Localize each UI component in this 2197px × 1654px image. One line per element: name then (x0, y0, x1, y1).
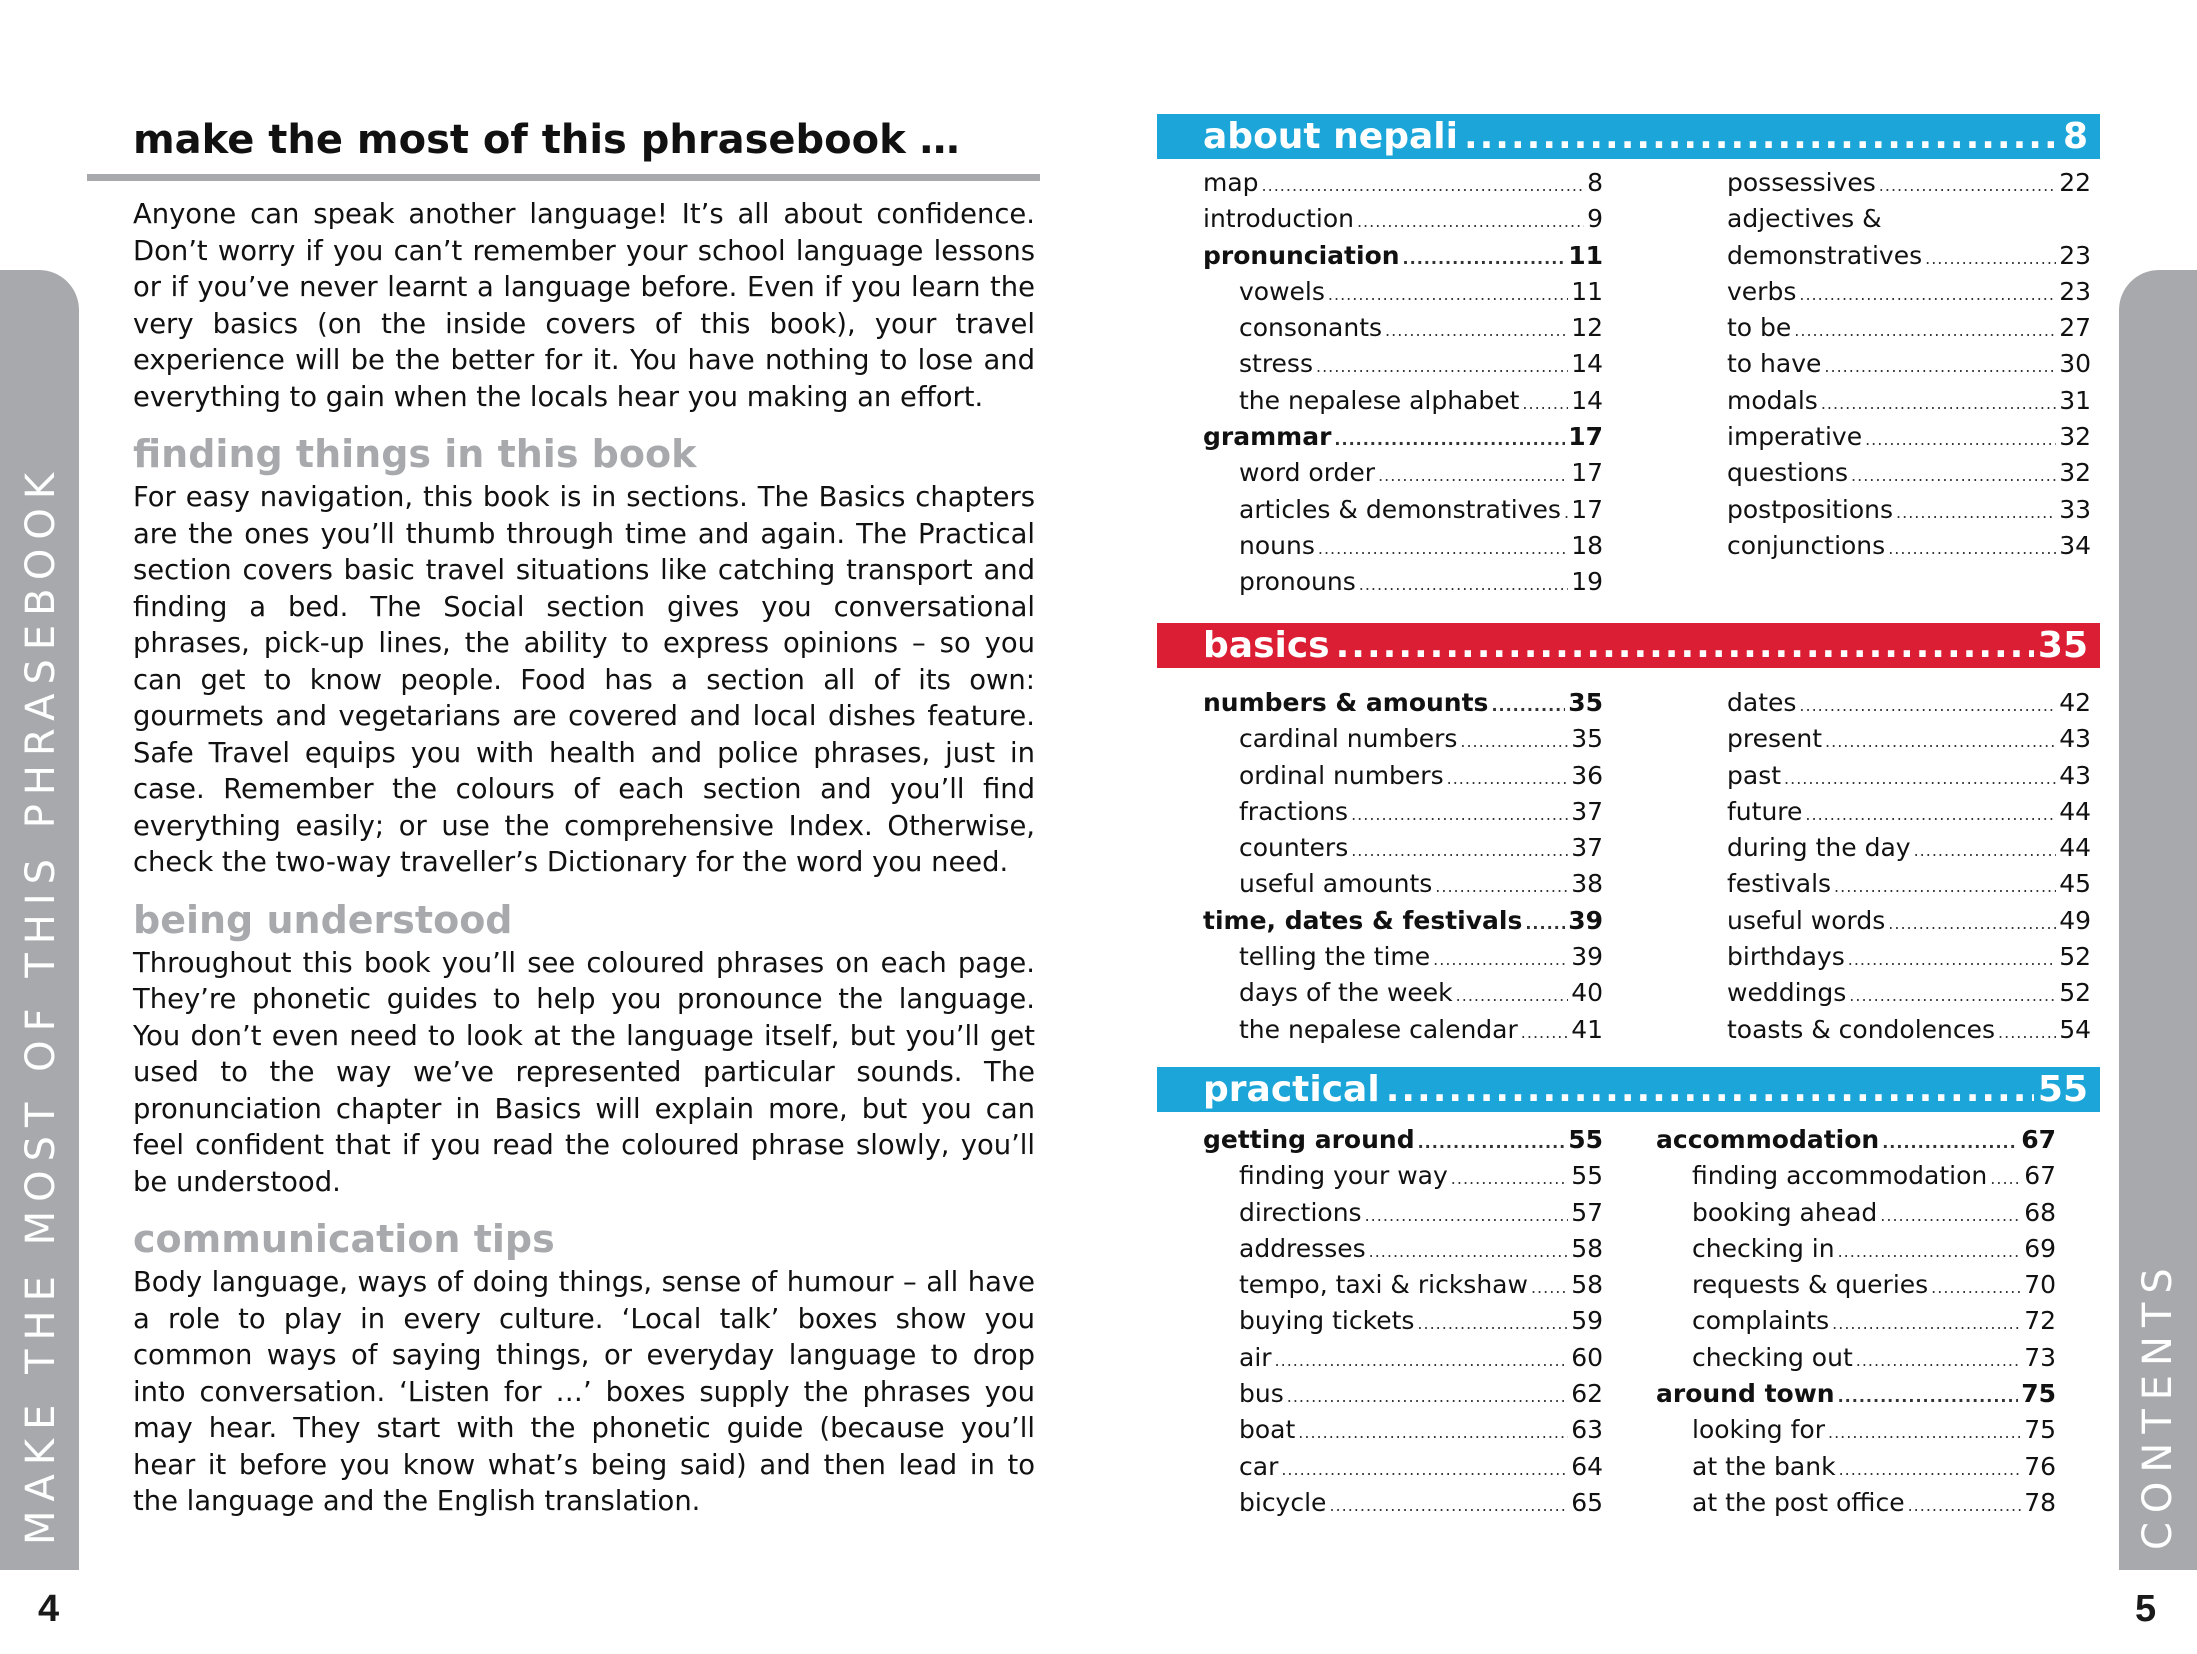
toc-entry[interactable] (1691, 531, 2091, 567)
toc-entry-label: to have (1727, 349, 1822, 379)
toc-entry-page: 36 (1571, 760, 1603, 790)
page-title: make the most of this phrasebook … (133, 117, 960, 163)
section-paragraph: Throughout this book you’ll see coloured phrases on each page. They’re phonetic guides to help you pronounce the language. You don’t even need to look at the language itself, but you’ll get used to the way we’ve represented particular sounds. The pronunciation chapter in Basics will explain more, but you can feel confident that if you read the coloured phrase slowly, you’ll be understood. (133, 947, 1035, 1198)
left-page-number: 4 (38, 1588, 60, 1630)
left-page (87, 112, 1040, 1521)
right-side-tab-label: CONTENTS (2135, 1259, 2181, 1550)
toc-entry-page: 45 (2059, 869, 2091, 899)
toc-dot-leader (1799, 285, 2056, 304)
toc-dot-leader (1821, 394, 2056, 413)
toc-entry-page: 44 (2059, 796, 2091, 826)
toc-entry-label: nouns (1239, 530, 1315, 560)
toc-entry-page: 33 (2059, 494, 2091, 524)
toc-dot-leader (1359, 575, 1568, 594)
toc-entry-label: finding accommodation (1692, 1161, 1988, 1191)
toc-entry-label: consonants (1239, 313, 1383, 343)
band-leader (1386, 1069, 2034, 1110)
toc-entry-page: 31 (2059, 385, 2091, 415)
toc-entry-label: word order (1239, 458, 1376, 488)
toc-entry[interactable] (1691, 204, 2091, 240)
toc-entry[interactable] (1691, 761, 2091, 797)
toc-dot-leader (1531, 1278, 1568, 1297)
toc-entry-page: 32 (2059, 458, 2091, 488)
toc-entry-page: 78 (2024, 1487, 2056, 1517)
toc-entry-page: 22 (2059, 168, 2091, 197)
toc-entry[interactable] (1691, 277, 2091, 313)
toc-entry[interactable] (1203, 531, 1603, 567)
toc-entry-label: time, dates & festivals (1203, 905, 1523, 935)
toc-dot-leader (1525, 914, 1565, 933)
toc-entry-page: 14 (1571, 349, 1603, 379)
toc-entry[interactable] (1656, 1125, 2056, 1161)
toc-entry[interactable] (1691, 1015, 2091, 1051)
toc-entry[interactable] (1203, 724, 1603, 760)
toc-entry-page: 75 (2021, 1379, 2056, 1409)
toc-entry-page: 55 (1568, 1125, 1603, 1154)
toc-dot-leader (1834, 877, 2056, 896)
toc-entry-label: birthdays (1727, 942, 1845, 972)
toc-entry[interactable] (1691, 942, 2091, 978)
toc-entry[interactable] (1691, 906, 2091, 942)
toc-dot-leader (1417, 1314, 1568, 1333)
toc-dot-leader (1316, 357, 1568, 376)
toc-dot-leader (1357, 212, 1584, 231)
toc-entry-label: telling the time (1239, 942, 1431, 972)
toc-entry-page: 44 (2059, 833, 2091, 863)
toc-entry[interactable] (1656, 1488, 2056, 1524)
toc-entry-label: directions (1239, 1197, 1362, 1227)
section-communication-tips (87, 1213, 1040, 1521)
toc-dot-leader (1839, 1460, 2022, 1479)
toc-dot-leader (1882, 1133, 2018, 1152)
toc-dot-leader (1460, 732, 1568, 751)
toc-dot-leader (1848, 950, 2056, 969)
toc-dot-leader (1825, 732, 2056, 751)
toc-entry-page: 17 (1571, 458, 1603, 488)
toc-entry-label: present (1727, 724, 1823, 754)
toc-entry[interactable] (1656, 1198, 2056, 1234)
toc-entry[interactable] (1203, 1198, 1603, 1234)
toc-entry-page: 39 (1568, 905, 1603, 935)
toc-entry[interactable] (1203, 241, 1603, 277)
toc-entry-label: past (1727, 760, 1782, 790)
toc-entry[interactable] (1691, 495, 2091, 531)
toc-dot-leader (1824, 357, 2056, 376)
toc-about-right (1691, 168, 2091, 567)
toc-dot-leader (1914, 841, 2057, 860)
toc-entry[interactable] (1691, 168, 2091, 204)
toc-dot-leader (1838, 1242, 2022, 1261)
toc-entry[interactable] (1656, 1306, 2056, 1342)
band-about-nepali[interactable] (1157, 114, 2100, 159)
toc-entry-label: useful words (1727, 905, 1886, 935)
toc-entry[interactable] (1656, 1415, 2056, 1451)
band-title: practical (1203, 1069, 1380, 1110)
toc-dot-leader (1799, 696, 2056, 715)
toc-entry[interactable] (1656, 1343, 2056, 1379)
toc-entry-label: verbs (1727, 276, 1797, 306)
toc-dot-leader (1435, 877, 1568, 896)
toc-entry[interactable] (1203, 422, 1603, 458)
toc-entry-label: demonstratives (1727, 240, 1923, 270)
toc-entry-page: 67 (2024, 1161, 2056, 1191)
toc-entry-page: 49 (2059, 905, 2091, 935)
toc-entry[interactable] (1691, 313, 2091, 349)
toc-dot-leader (1998, 1023, 2056, 1042)
toc-entry-page: 14 (1571, 385, 1603, 415)
toc-entry-page: 8 (1587, 168, 1603, 197)
toc-entry-label: buying tickets (1239, 1306, 1415, 1336)
toc-entry-label: bicycle (1239, 1487, 1327, 1517)
toc-entry[interactable] (1203, 1270, 1603, 1306)
intro-paragraph: Anyone can speak another language! It’s all about confidence. Don’t worry if you can’t remember your school language lessons or if you’ve never learnt a language before. Even if you learn the very basics (on the inside covers of this book), your travel experience will be the better for it. You have nothing to lose and everything to gain when the locals hear you making an effort. (133, 199, 1035, 413)
toc-basics-right (1691, 688, 2091, 1051)
toc-entry[interactable] (1656, 1452, 2056, 1488)
toc-entry[interactable] (1203, 204, 1603, 240)
toc-entry-label: at the bank (1692, 1451, 1836, 1481)
toc-dot-leader (1838, 1387, 2019, 1406)
toc-entry-page: 11 (1568, 240, 1603, 270)
toc-dot-leader (1828, 1423, 2021, 1442)
toc-dot-leader (1849, 986, 2056, 1005)
toc-entry[interactable] (1691, 241, 2091, 277)
toc-dot-leader (1298, 1423, 1568, 1442)
toc-entry-label: vowels (1239, 276, 1325, 306)
toc-entry-label: stress (1239, 349, 1313, 379)
toc-entry[interactable] (1203, 978, 1603, 1014)
toc-entry[interactable] (1656, 1379, 2056, 1415)
toc-dot-leader (1403, 249, 1566, 268)
toc-entry-page: 18 (1571, 530, 1603, 560)
toc-entry-page: 70 (2024, 1270, 2056, 1300)
toc-entry-label: dates (1727, 688, 1797, 717)
toc-entry[interactable] (1203, 495, 1603, 531)
toc-entry-label: future (1727, 796, 1803, 826)
toc-entry-page: 19 (1571, 567, 1603, 597)
toc-entry-page: 54 (2059, 1014, 2091, 1044)
toc-dot-leader (1287, 1387, 1568, 1406)
toc-entry-label: at the post office (1692, 1487, 1905, 1517)
toc-entry-label: the nepalese alphabet (1239, 385, 1520, 415)
toc-entry-page: 35 (1571, 724, 1603, 754)
toc-entry-label: possessives (1727, 168, 1876, 197)
toc-entry-page: 76 (2024, 1451, 2056, 1481)
toc-entry[interactable] (1691, 797, 2091, 833)
toc-dot-leader (1879, 176, 2056, 195)
toc-entry-page: 64 (1571, 1451, 1603, 1481)
band-practical[interactable] (1157, 1067, 2100, 1112)
toc-entry-label: introduction (1203, 204, 1354, 234)
toc-entry-label: addresses (1239, 1233, 1366, 1263)
toc-dot-leader (1865, 430, 2056, 449)
toc-dot-leader (1491, 696, 1565, 715)
toc-entry-page: 65 (1571, 1487, 1603, 1517)
toc-entry[interactable] (1203, 168, 1603, 204)
toc-dot-leader (1351, 841, 1568, 860)
toc-practical-left (1203, 1125, 1603, 1524)
toc-entry[interactable] (1203, 869, 1603, 905)
band-leader (1464, 116, 2059, 157)
toc-dot-leader (1329, 1496, 1568, 1515)
section-finding-things (87, 428, 1040, 882)
section-heading: finding things in this book (133, 432, 697, 476)
toc-dot-leader (1328, 285, 1568, 304)
toc-entry[interactable] (1203, 277, 1603, 313)
toc-dot-leader (1908, 1496, 2022, 1515)
toc-entry-label: during the day (1727, 833, 1911, 863)
toc-entry[interactable] (1656, 1270, 2056, 1306)
toc-dot-leader (1925, 249, 2056, 268)
toc-entry-page: 41 (1571, 1014, 1603, 1044)
toc-dot-leader (1334, 430, 1565, 449)
toc-entry[interactable] (1203, 458, 1603, 494)
toc-entry[interactable] (1656, 1234, 2056, 1270)
toc-dot-leader (1888, 914, 2056, 933)
band-title: about nepali (1203, 116, 1458, 157)
toc-entry[interactable] (1203, 797, 1603, 833)
toc-entry[interactable] (1691, 422, 2091, 458)
toc-entry[interactable] (1203, 1234, 1603, 1270)
toc-about-left (1203, 168, 1603, 604)
toc-entry-label: postpositions (1727, 494, 1894, 524)
toc-entry-page: 72 (2024, 1306, 2056, 1336)
toc-entry-label: around town (1656, 1379, 1835, 1409)
toc-entry-page: 60 (1571, 1342, 1603, 1372)
toc-entry-page: 9 (1587, 204, 1603, 234)
toc-entry-label: getting around (1203, 1125, 1415, 1154)
toc-entry-page: 52 (2059, 942, 2091, 972)
toc-entry-page: 62 (1571, 1379, 1603, 1409)
toc-entry-label: the nepalese calendar (1239, 1014, 1518, 1044)
toc-entry[interactable] (1691, 386, 2091, 422)
toc-dot-leader (1888, 539, 2056, 558)
toc-entry-label: requests & queries (1692, 1270, 1929, 1300)
toc-dot-leader (1856, 1351, 2021, 1370)
toc-entry[interactable] (1203, 313, 1603, 349)
section-paragraph: For easy navigation, this book is in sections. The Basics chapters are the ones you’ll thumb through time and again. The Practical section covers basic travel situations like catching transport and finding a bed. The Social section gives you conversational phrases, pick-up lines, the ability to express opinions – so you can get to know people. Food has a section all of its own: gourmets and vegetarians are covered and local dishes feature. Safe Travel equips you with health and police phrases, just in case. Remember the colours of each section and you’ll find everything easily; or use the comprehensive Index. Otherwise, check the two-way traveller’s Dictionary for the word you need. (133, 482, 1035, 878)
toc-dot-leader (1378, 466, 1568, 485)
toc-entry-page: 11 (1571, 276, 1603, 306)
toc-entry-page: 32 (2059, 422, 2091, 452)
toc-dot-leader (1851, 466, 2056, 485)
toc-entry-label: toasts & condolences (1727, 1014, 1996, 1044)
toc-entry-label: weddings (1727, 978, 1847, 1008)
toc-entry-page: 37 (1571, 796, 1603, 826)
toc-entry-page: 67 (2021, 1125, 2056, 1154)
toc-entry-label: fractions (1239, 796, 1349, 826)
toc-entry-page: 43 (2059, 760, 2091, 790)
toc-entry-page: 55 (1571, 1161, 1603, 1191)
toc-entry[interactable] (1656, 1161, 2056, 1197)
section-being-understood (87, 894, 1040, 1202)
toc-dot-leader (1418, 1133, 1566, 1152)
toc-entry-page: 75 (2024, 1415, 2056, 1445)
band-leader (1336, 625, 2034, 666)
toc-entry[interactable] (1203, 1452, 1603, 1488)
toc-dot-leader (1385, 321, 1568, 340)
toc-dot-leader (1262, 176, 1585, 195)
toc-entry-label: map (1203, 168, 1259, 197)
band-page: 35 (2037, 625, 2088, 666)
toc-dot-leader (1832, 1314, 2021, 1333)
left-side-tab-label: MAKE THE MOST OF THIS PHRASEBOOK (18, 463, 64, 1545)
toc-entry[interactable] (1203, 1306, 1603, 1342)
toc-entry-page: 37 (1571, 833, 1603, 863)
toc-entry[interactable] (1203, 1161, 1603, 1197)
toc-entry-page: 69 (2024, 1233, 2056, 1263)
band-page: 55 (2037, 1069, 2088, 1110)
toc-entry[interactable] (1203, 1015, 1603, 1051)
toc-dot-leader (1931, 1278, 2021, 1297)
toc-entry-page: 17 (1571, 494, 1603, 524)
band-title: basics (1203, 625, 1330, 666)
toc-dot-leader (1318, 539, 1568, 558)
toc-entry-label: car (1239, 1451, 1279, 1481)
toc-entry-page: 23 (2059, 276, 2091, 306)
toc-dot-leader (1805, 805, 2056, 824)
toc-entry[interactable] (1203, 386, 1603, 422)
toc-entry[interactable] (1691, 458, 2091, 494)
toc-entry-label: imperative (1727, 422, 1863, 452)
toc-dot-leader (1365, 1206, 1569, 1225)
toc-dot-leader (1433, 950, 1568, 969)
toc-entry[interactable] (1203, 1379, 1603, 1415)
toc-dot-leader (1784, 769, 2056, 788)
toc-practical-right (1656, 1125, 2056, 1524)
toc-dot-leader (1369, 1242, 1569, 1261)
toc-entry-page: 34 (2059, 530, 2091, 560)
toc-entry[interactable] (1691, 688, 2091, 724)
toc-entry-label: accommodation (1656, 1125, 1880, 1154)
toc-dot-leader (1451, 1169, 1568, 1188)
toc-entry-label: articles & demonstratives (1239, 494, 1561, 524)
toc-entry-page: 58 (1571, 1233, 1603, 1263)
toc-entry-label: tempo, taxi & rickshaw (1239, 1270, 1528, 1300)
toc-entry-label: adjectives & (1727, 204, 1882, 234)
toc-entry-page: 43 (2059, 724, 2091, 754)
toc-entry-label: to be (1727, 313, 1792, 343)
toc-entry[interactable] (1203, 1343, 1603, 1379)
toc-entry-label: conjunctions (1727, 530, 1886, 560)
toc-dot-leader (1990, 1169, 2021, 1188)
toc-entry-page: 35 (1568, 688, 1603, 717)
toc-entry[interactable] (1691, 833, 2091, 869)
toc-entry-page: 52 (2059, 978, 2091, 1008)
toc-dot-leader (1447, 769, 1569, 788)
toc-dot-leader (1522, 394, 1568, 413)
toc-entry[interactable] (1203, 349, 1603, 385)
right-page-number: 5 (2135, 1588, 2157, 1630)
toc-entry-label: complaints (1692, 1306, 1830, 1336)
toc-entry-label: ordinal numbers (1239, 760, 1444, 790)
toc-entry-label: questions (1727, 458, 1849, 488)
toc-entry-page: 73 (2024, 1342, 2056, 1372)
toc-entry-page: 42 (2059, 688, 2091, 717)
section-paragraph: Body language, ways of doing things, sense of humour – all have a role to play in every culture. ‘Local talk’ boxes show you common ways of saying things, or everyday language to drop into conversation. ‘Listen for …’ boxes supply the phrases you may hear. They start with the phonetic guide (because you’ll hear it before you know what’s being said) and then lead in to the language and the English translation. (133, 1267, 1035, 1517)
toc-entry[interactable] (1203, 1415, 1603, 1451)
toc-entry-page: 58 (1571, 1270, 1603, 1300)
toc-entry[interactable] (1203, 1125, 1603, 1161)
toc-entry-page: 30 (2059, 349, 2091, 379)
toc-entry-page: 63 (1571, 1415, 1603, 1445)
section-heading: communication tips (133, 1217, 555, 1261)
toc-entry[interactable] (1203, 761, 1603, 797)
toc-entry-label: numbers & amounts (1203, 688, 1489, 717)
toc-entry-label: useful amounts (1239, 869, 1433, 899)
toc-entry-label: looking for (1692, 1415, 1825, 1445)
band-basics[interactable] (1157, 623, 2100, 668)
toc-basics-left (1203, 688, 1603, 1051)
toc-entry-label: grammar (1203, 422, 1332, 452)
toc-entry-label: festivals (1727, 869, 1832, 899)
toc-entry-label: bus (1239, 1379, 1284, 1409)
toc-dot-leader (1880, 1206, 2021, 1225)
title-underline (87, 174, 1040, 181)
toc-entry[interactable] (1203, 567, 1603, 603)
toc-entry-page: 68 (2024, 1197, 2056, 1227)
toc-entry[interactable] (1203, 942, 1603, 978)
toc-entry-page: 57 (1571, 1197, 1603, 1227)
toc-dot-leader (1275, 1351, 1569, 1370)
toc-entry-page: 23 (2059, 240, 2091, 270)
toc-dot-leader (1351, 805, 1568, 824)
toc-dot-leader (1281, 1460, 1568, 1479)
toc-entry[interactable] (1691, 978, 2091, 1014)
toc-dot-leader (1794, 321, 2056, 340)
toc-entry[interactable] (1203, 1488, 1603, 1524)
toc-entry-label: counters (1239, 833, 1349, 863)
toc-dot-leader (1456, 986, 1569, 1005)
toc-entry-label: days of the week (1239, 978, 1453, 1008)
band-page: 8 (2062, 116, 2088, 157)
section-heading: being understood (133, 897, 513, 942)
toc-entry-label: pronouns (1239, 567, 1356, 597)
toc-entry[interactable] (1691, 724, 2091, 760)
toc-entry[interactable] (1203, 906, 1603, 942)
toc-entry-label: pronunciation (1203, 240, 1400, 270)
toc-entry[interactable] (1203, 688, 1603, 724)
toc-entry-label: boat (1239, 1415, 1296, 1445)
toc-entry-label: booking ahead (1692, 1197, 1878, 1227)
toc-entry-label: finding your way (1239, 1161, 1448, 1191)
toc-entry-label: checking in (1692, 1233, 1835, 1263)
toc-entry-page: 40 (1571, 978, 1603, 1008)
toc-entry-page: 38 (1571, 869, 1603, 899)
toc-entry[interactable] (1203, 833, 1603, 869)
toc-entry-page: 12 (1571, 313, 1603, 343)
toc-entry-label: checking out (1692, 1342, 1853, 1372)
toc-entry-page: 59 (1571, 1306, 1603, 1336)
toc-dot-leader (1896, 503, 2056, 522)
toc-entry-page: 17 (1568, 422, 1603, 452)
toc-entry[interactable] (1691, 349, 2091, 385)
toc-dot-leader (1521, 1023, 1568, 1042)
toc-entry-page: 27 (2059, 313, 2091, 343)
toc-entry-label: air (1239, 1342, 1272, 1372)
toc-entry-label: modals (1727, 385, 1818, 415)
toc-entry-label: cardinal numbers (1239, 724, 1458, 754)
toc-entry[interactable] (1691, 869, 2091, 905)
toc-entry-page: 39 (1571, 942, 1603, 972)
